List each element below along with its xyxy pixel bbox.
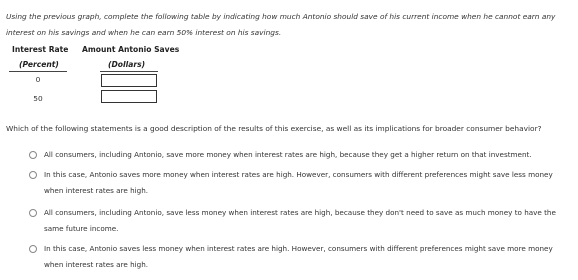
header-rule-amount xyxy=(100,71,158,72)
rate-cell-0: 0 xyxy=(35,75,41,84)
radio-button[interactable] xyxy=(29,171,37,179)
rate-cell-50: 50 xyxy=(33,94,43,103)
answer-option-label: All consumers, including Antonio, save less money when interest rates are high, because they don't need to save as much money to have the same future income. xyxy=(44,208,556,233)
radio-button[interactable] xyxy=(29,209,37,217)
amount-input-0[interactable] xyxy=(101,74,157,87)
radio-button[interactable] xyxy=(29,151,37,159)
answer-option-label: In this case, Antonio saves less money when interest rates are high. However, consumers with different preferences might save more money when interest rates are high. xyxy=(44,244,553,269)
amount-input-50[interactable] xyxy=(101,90,157,103)
answer-option-label: All consumers, including Antonio, save more money when interest rates are high, because they get a higher return on that investment. xyxy=(44,150,532,159)
interest-rate-header: Interest Rate xyxy=(12,45,69,54)
answer-option-label: In this case, Antonio saves more money when interest rates are high. However, consumers with different preferences might save less money when interest rates are high. xyxy=(44,170,553,195)
dollars-subheader: (Dollars) xyxy=(108,60,146,69)
percent-subheader: (Percent) xyxy=(19,60,59,69)
amount-saves-header: Amount Antonio Saves xyxy=(82,45,180,54)
question-text: Which of the following statements is a good description of the results of this exercise, as well as its implications for broader consumer behavior? xyxy=(6,124,542,133)
instructions-text: Using the previous graph, complete the following table by indicating how much Antonio should save of his current income when he cannot earn any interest on his savings and when he can earn 50% interest on his savings. xyxy=(6,12,556,37)
radio-button[interactable] xyxy=(29,245,37,253)
header-rule-rate xyxy=(9,71,67,72)
